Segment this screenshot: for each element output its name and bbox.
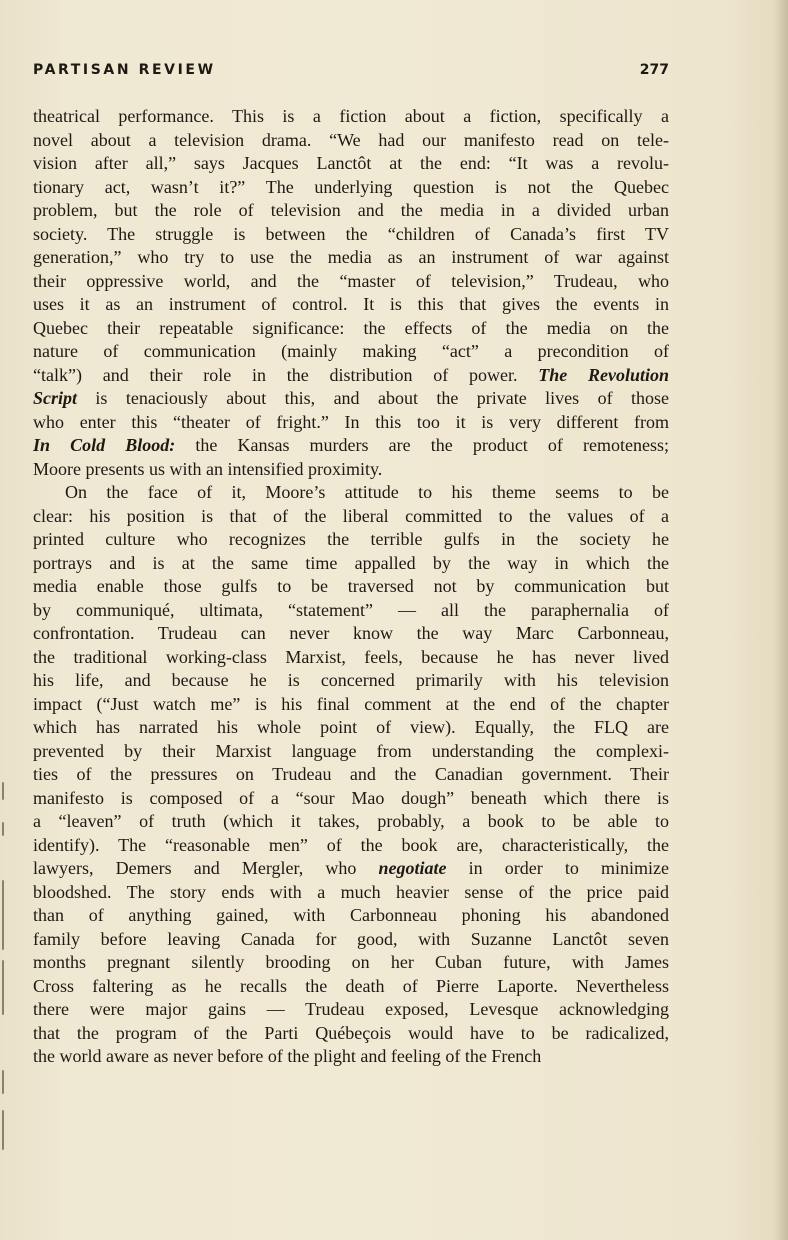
text-line: [33, 857, 669, 881]
italic-title: In Cold Blood:: [33, 435, 176, 455]
text-line: portrays and is at the same time appalled by the way in which the: [33, 552, 669, 573]
text-line: society. The struggle is between the “children of Canada’s first TV: [33, 223, 669, 244]
text-line: [33, 434, 669, 458]
text-line: than of anything gained, with Carbonneau phoning his abandoned: [33, 905, 669, 925]
text-line: media enable those gulfs to be traversed not by communication but: [33, 576, 669, 596]
text-run: is tenaciously about this, and about the private lives of those: [77, 388, 669, 408]
text-line: printed culture who recognizes the terrible gulfs in the society he: [33, 529, 669, 549]
page-header: [33, 62, 669, 84]
text-line: tionary act, wasn’t it?” The underlying question is not the Quebec: [33, 176, 669, 197]
text-line: problem, but the role of television and the media in a divided urban: [33, 200, 669, 220]
text-line: a “leaven” of truth (which it takes, probably, a book to be able to: [33, 811, 669, 831]
text-line: [33, 387, 669, 411]
text-line: bloodshed. The story ends with a much heavier sense of the price paid: [33, 881, 669, 902]
text-line: months pregnant silently brooding on her Cuban future, with James: [33, 952, 669, 972]
text-run: in order to minimize: [446, 858, 669, 878]
text-line: theatrical performance. This is a fiction about a fiction, specifically a: [33, 106, 669, 126]
italic-title: Script: [33, 388, 78, 408]
text-line: impact (“Just watch me” is his final comment at the end of the chapter: [33, 693, 669, 714]
text-line: who enter this “theater of fright.” In this too it is very different from: [33, 411, 669, 432]
page-number: 277: [639, 62, 669, 78]
text-line: uses it as an instrument of control. It is this that gives the events in: [33, 294, 669, 314]
text-line: there were major gains — Trudeau exposed, Levesque acknowledging: [33, 999, 669, 1019]
text-run: the Kansas murders are the product of remoteness;: [175, 435, 669, 455]
text-line: identify). The “reasonable men” of the book are, characteristically, the: [33, 834, 669, 855]
text-line: generation,” who try to use the media as an instrument of war against: [33, 247, 669, 267]
text-line: his life, and because he is concerned primarily with his television: [33, 670, 669, 690]
text-line: prevented by their Marxist language from understanding the complexi-: [33, 740, 669, 761]
italic-title: negotiate: [378, 858, 447, 878]
text-line: [33, 364, 669, 388]
text-run: lawyers, Demers and Mergler, who: [33, 858, 379, 878]
text-line: Quebec their repeatable significance: the effects of the media on the: [33, 317, 669, 338]
text-line: Cross faltering as he recalls the death of Pierre Laporte. Nevertheless: [33, 975, 669, 996]
margin-marks: [0, 770, 10, 1150]
text-line: by communiqué, ultimata, “statement” — all the paraphernalia of: [33, 599, 669, 620]
italic-title: The Revolution: [538, 364, 669, 385]
text-line: the world aware as never before of the plight and feeling of the French: [33, 1046, 542, 1066]
text-line: family before leaving Canada for good, with Suzanne Lanctôt seven: [33, 928, 669, 949]
text-line: clear: his position is that of the liberal committed to the values of a: [33, 505, 669, 526]
text-line: confrontation. Trudeau can never know the way Marc Carbonneau,: [33, 623, 669, 643]
text-line: Moore presents us with an intensified proximity.: [33, 458, 383, 479]
text-line: their oppressive world, and the “master of television,” Trudeau, who: [33, 270, 669, 291]
text-line: vision after all,” says Jacques Lanctôt at the end: “It was a revolu-: [33, 153, 669, 173]
text-line: manifesto is composed of a “sour Mao dough” beneath which there is: [33, 787, 669, 808]
text-run: “talk”) and their role in the distribution of power.: [33, 364, 539, 385]
text-line: nature of communication (mainly making “act” a precondition of: [33, 341, 669, 361]
page-edge-shadow: [774, 0, 788, 1240]
text-line: On the face of it, Moore’s attitude to his theme seems to be: [65, 482, 669, 502]
running-head: PARTISAN REVIEW: [33, 62, 216, 78]
text-line: the traditional working-class Marxist, feels, because he has never lived: [33, 646, 669, 667]
body-text: [33, 105, 669, 1069]
text-line: novel about a television drama. “We had our manifesto read on tele-: [33, 129, 669, 150]
text-line: that the program of the Parti Québeçois would have to be radicalized,: [33, 1022, 669, 1043]
text-line: ties of the pressures on Trudeau and the Canadian government. Their: [33, 764, 669, 784]
text-line: which has narrated his whole point of view). Equally, the FLQ are: [33, 717, 669, 737]
